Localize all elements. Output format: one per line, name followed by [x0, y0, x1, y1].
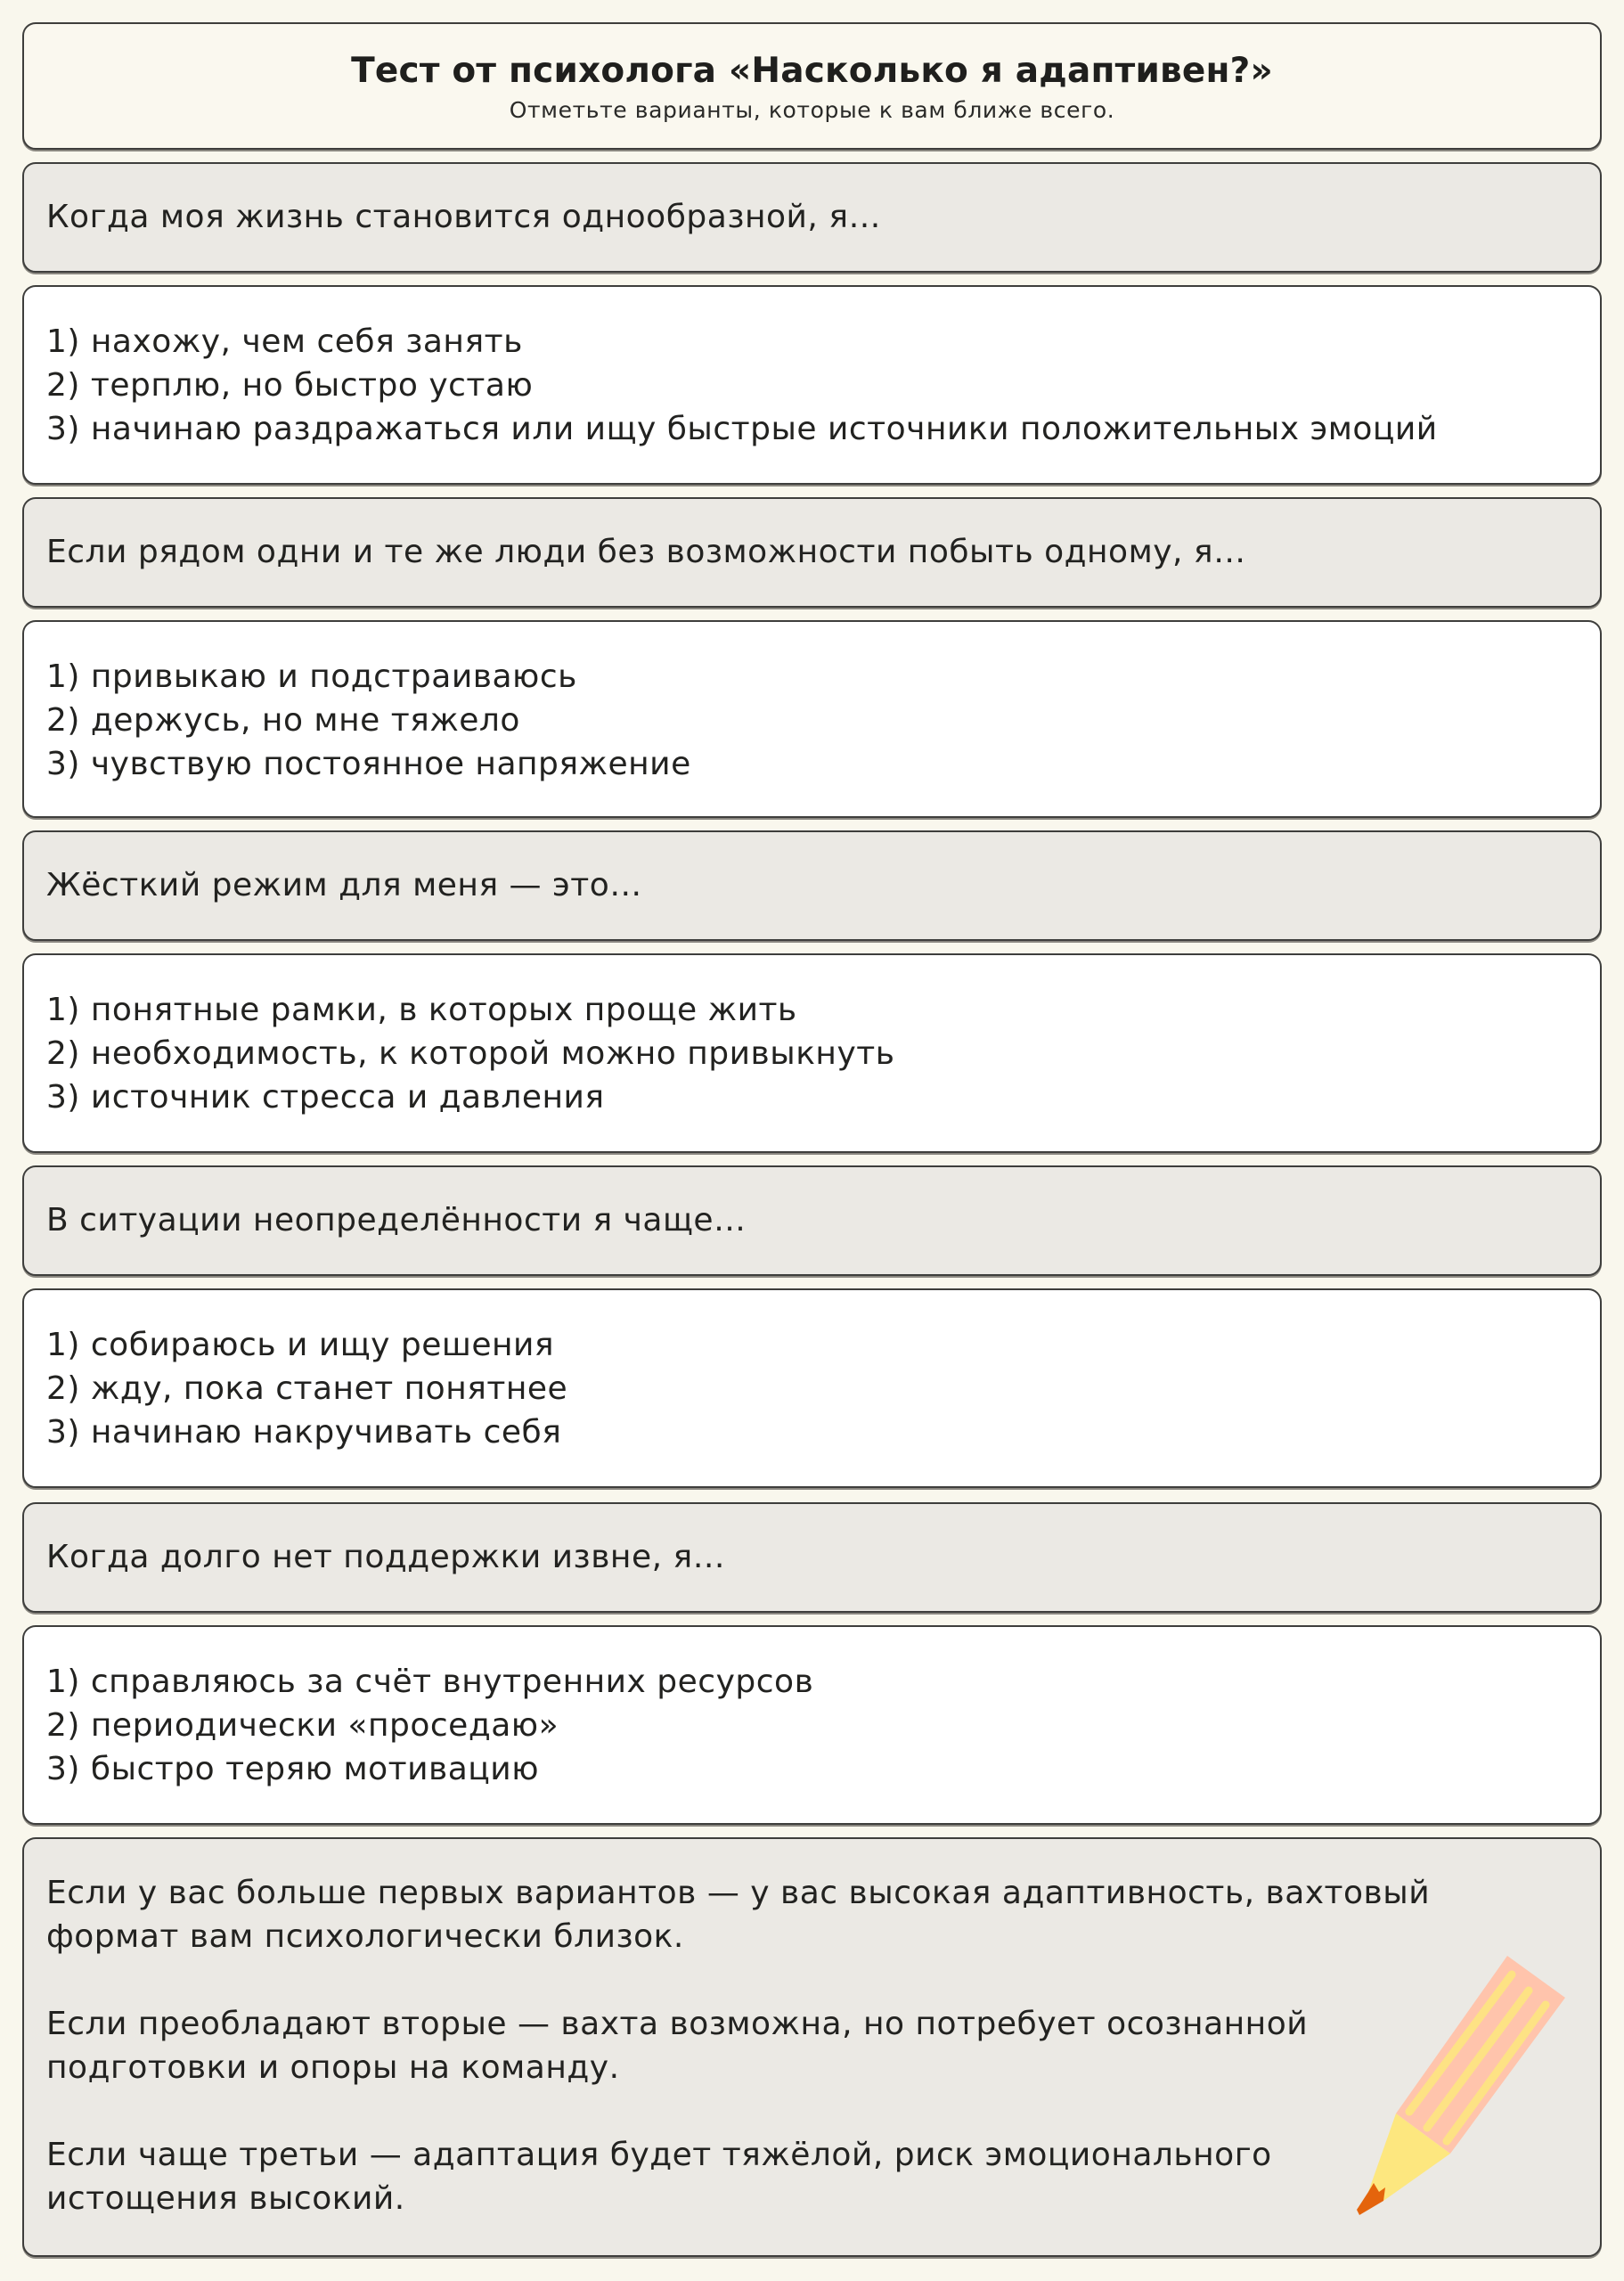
options-list — [46, 320, 1438, 451]
answer-options-card — [22, 285, 1602, 485]
answer-options-card — [22, 953, 1602, 1153]
answer-option[interactable]: 1) понятные рамки, в которых проще жить — [46, 992, 797, 1028]
question-card — [22, 1165, 1602, 1276]
answer-options-card — [22, 1288, 1602, 1488]
test-header — [22, 22, 1602, 150]
question-card — [22, 162, 1602, 273]
question-card — [22, 497, 1602, 608]
answer-option[interactable]: 1) собираюсь и ищу решения — [46, 1327, 555, 1363]
result-paragraph: Если преобладают вторые — вахта возможна, но потребует осознанной подготовки и опоры на команду. — [46, 2006, 1309, 2086]
question-text: В ситуации неопределённости я чаще… — [46, 1202, 747, 1239]
pencil-icon — [1327, 1934, 1595, 2236]
question-text: Если рядом одни и те же люди без возможности побыть одному, я… — [46, 534, 1246, 570]
answer-option[interactable]: 3) начинаю накручивать себя — [46, 1414, 562, 1451]
answer-option[interactable]: 3) начинаю раздражаться или ищу быстрые источники положительных эмоций — [46, 411, 1438, 447]
result-text — [46, 1871, 1436, 2264]
answer-option[interactable]: 2) жду, пока станет понятнее — [46, 1370, 568, 1407]
question-text: Когда моя жизнь становится однообразной, я… — [46, 199, 881, 235]
answer-option[interactable]: 1) нахожу, чем себя занять — [46, 323, 523, 360]
answer-option[interactable]: 1) справляюсь за счёт внутренних ресурсов — [46, 1664, 814, 1700]
answer-option[interactable]: 2) периодически «проседаю» — [46, 1707, 559, 1744]
answer-option[interactable]: 3) быстро теряю мотивацию — [46, 1751, 540, 1787]
question-card — [22, 830, 1602, 941]
result-paragraph: Если у вас больше первых вариантов — у вас высокая адаптивность, вахтовый формат вам психологически близок. — [46, 1875, 1431, 1955]
options-list — [46, 988, 894, 1119]
question-text: Жёсткий режим для меня — это… — [46, 867, 642, 903]
answer-option[interactable]: 2) необходимость, к которой можно привыкнуть — [46, 1035, 895, 1072]
page-subtitle: Отметьте варианты, которые к вам ближе всего. — [509, 97, 1115, 123]
answer-option[interactable]: 2) держусь, но мне тяжело — [46, 702, 520, 739]
answer-option[interactable]: 3) источник стресса и давления — [46, 1079, 605, 1116]
result-paragraph: Если чаще третьи — адаптация будет тяжёлой, риск эмоционального истощения высокий. — [46, 2137, 1272, 2217]
options-list — [46, 1323, 567, 1454]
page-title: Тест от психолога «Насколько я адаптивен?» — [351, 51, 1273, 91]
answer-options-card — [22, 620, 1602, 818]
options-list — [46, 655, 691, 786]
answer-option[interactable]: 1) привыкаю и подстраиваюсь — [46, 658, 577, 695]
answer-options-card — [22, 1625, 1602, 1825]
options-list — [46, 1660, 813, 1791]
answer-option[interactable]: 3) чувствую постоянное напряжение — [46, 746, 691, 782]
question-card — [22, 1502, 1602, 1613]
question-text: Когда долго нет поддержки извне, я… — [46, 1539, 726, 1575]
answer-option[interactable]: 2) терплю, но быстро устаю — [46, 367, 534, 404]
